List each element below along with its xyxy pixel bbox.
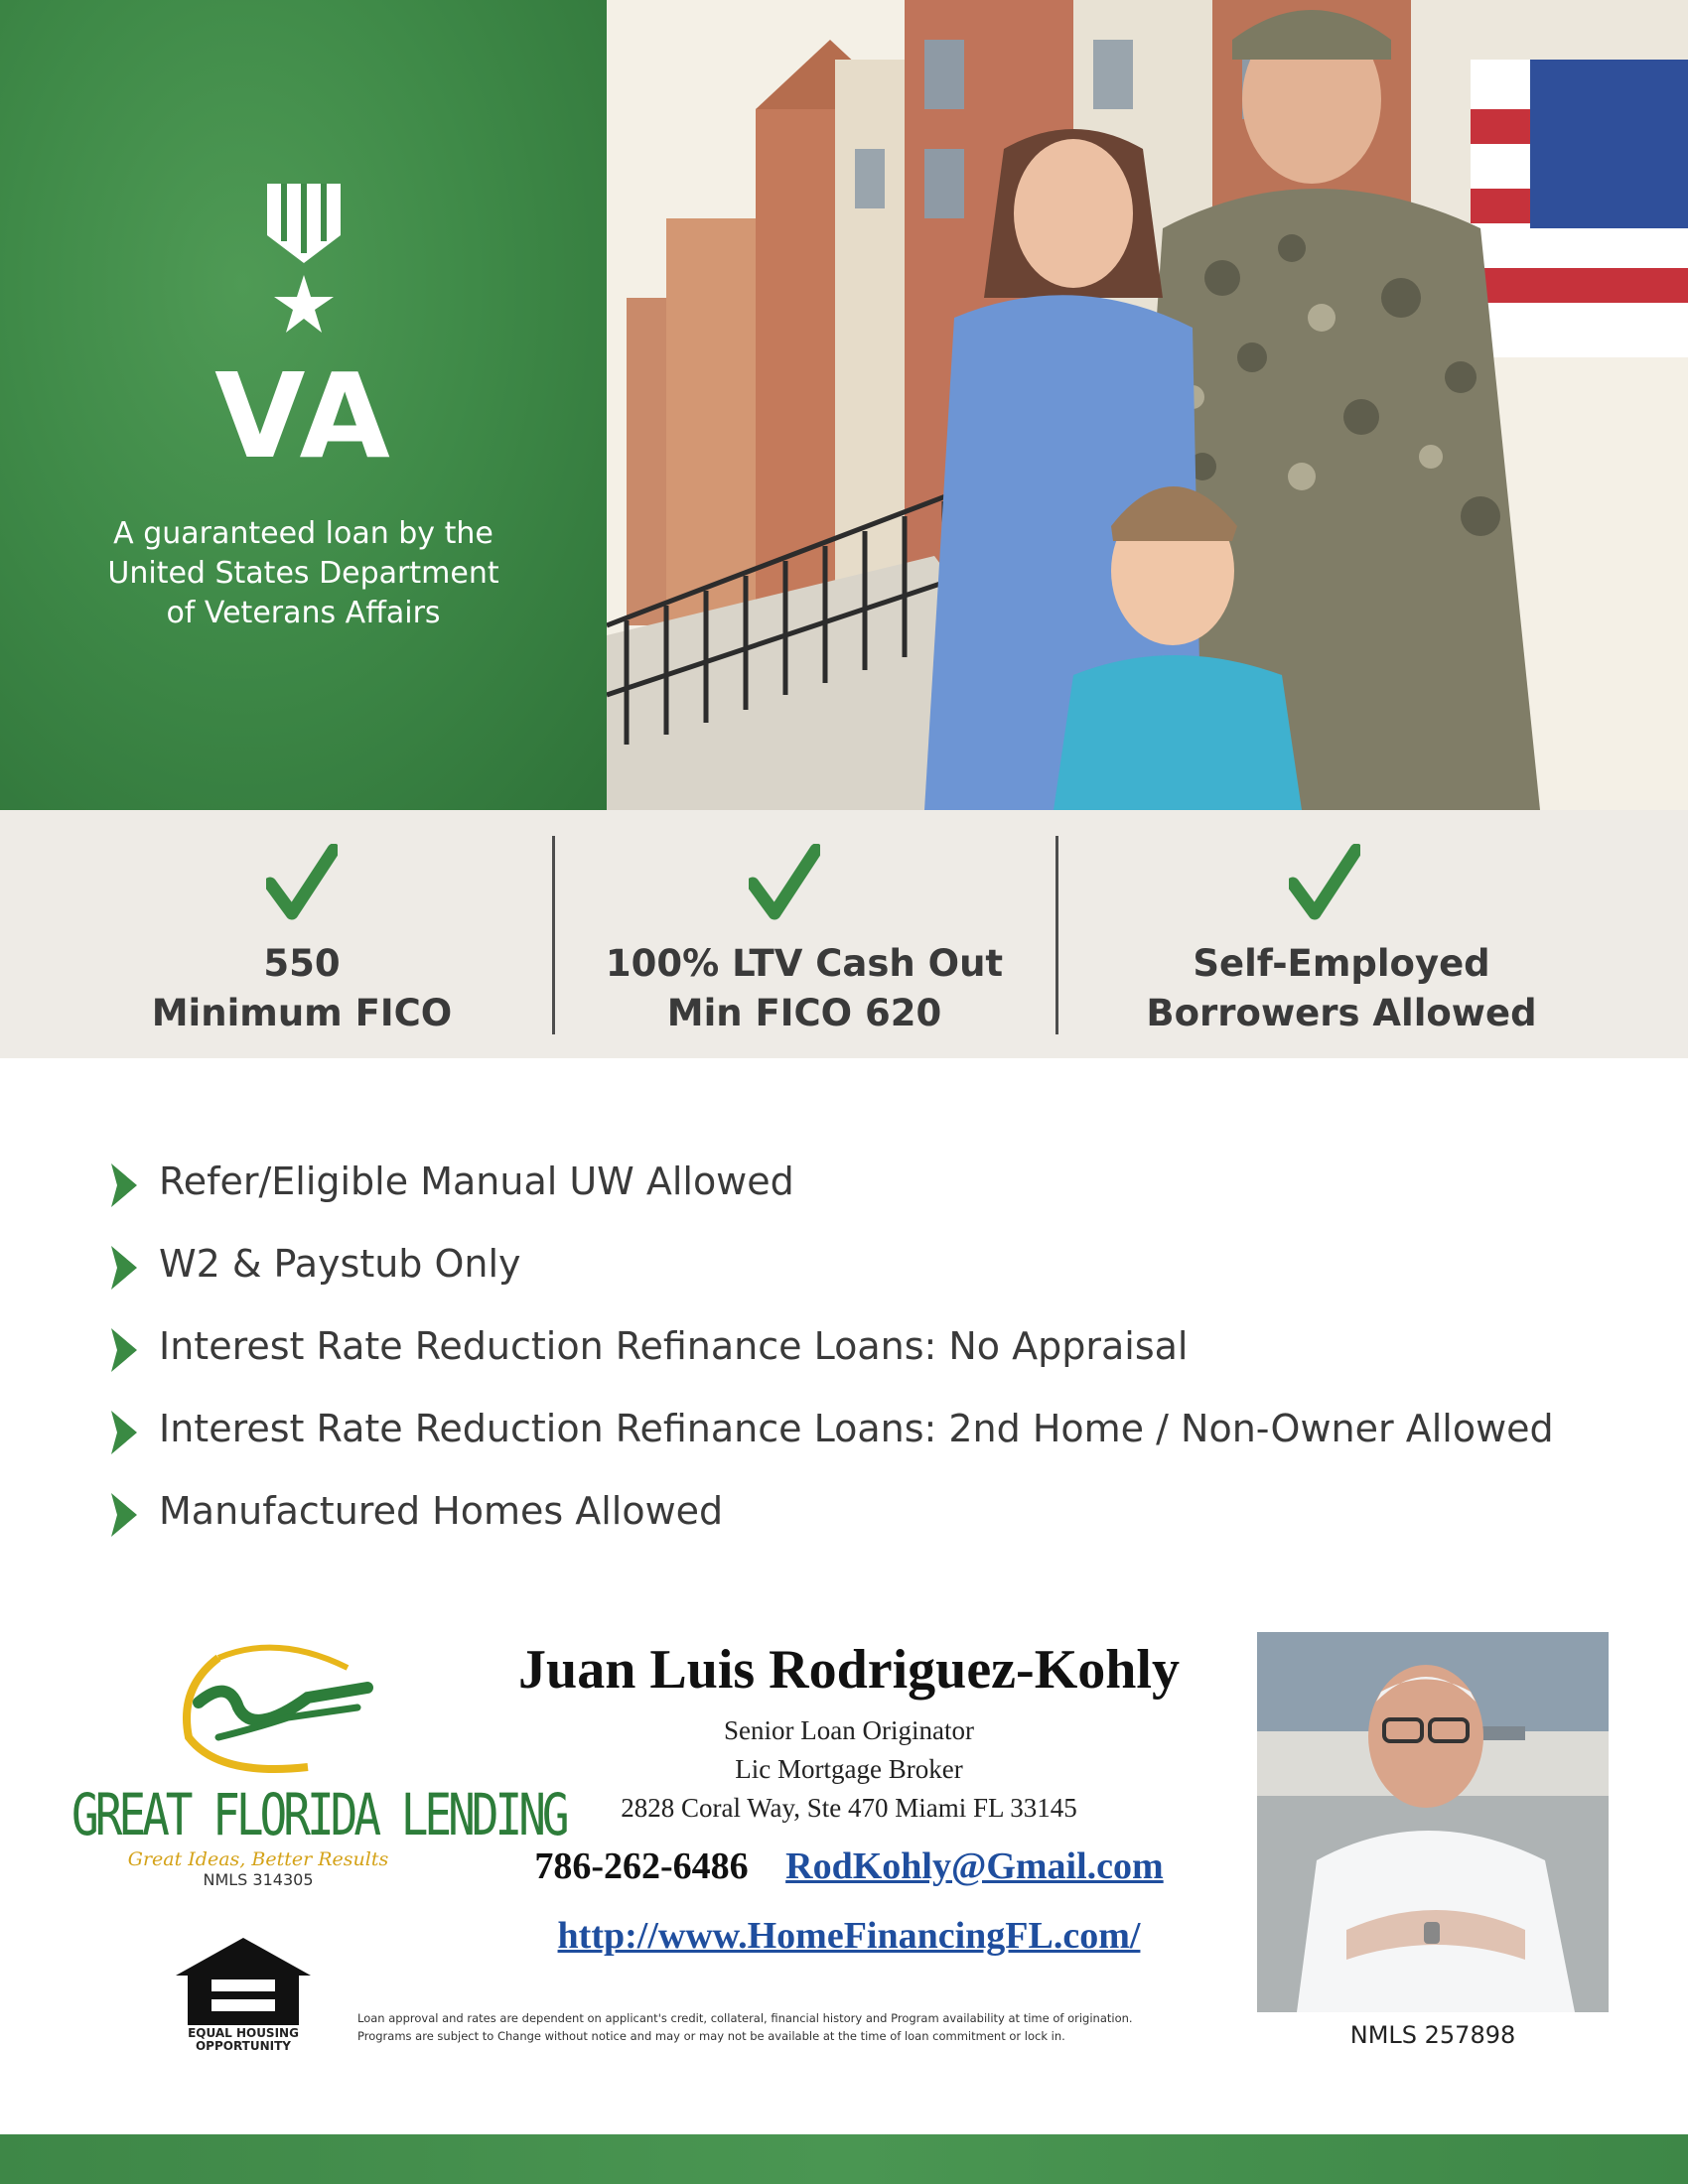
lending-logo-swoosh-icon xyxy=(159,1628,377,1787)
list-item xyxy=(109,1481,1638,1564)
company-nmls: NMLS 314305 xyxy=(203,1870,314,1889)
list-item-text: Refer/Eligible Manual UW Allowed xyxy=(159,1160,794,1203)
company-name: GREAT FLORIDA LENDING xyxy=(71,1781,566,1848)
feature-text xyxy=(0,939,604,1038)
disclaimer-line: Programs are subject to Change without notice and may or may not be available at the time of loan commitment or lock in. xyxy=(357,2029,1065,2043)
va-subtitle-line: United States Department xyxy=(107,556,499,591)
footer-green-bar xyxy=(0,2134,1688,2184)
chevron-right-icon xyxy=(109,1161,139,1209)
chevron-right-icon xyxy=(109,1409,139,1456)
disclaimer-text xyxy=(357,2009,1251,2045)
contact-block xyxy=(467,1638,1231,1961)
check-icon xyxy=(749,844,820,923)
check-icon xyxy=(266,844,338,923)
equal-housing-text xyxy=(169,2027,318,2053)
equal-housing-line: OPPORTUNITY xyxy=(195,2039,291,2053)
feature-line: 550 xyxy=(263,942,341,985)
feature-line: Self-Employed xyxy=(1193,942,1490,985)
loan-officer-portrait xyxy=(1257,1632,1609,2012)
list-item-text: Interest Rate Reduction Refinance Loans: No Appraisal xyxy=(159,1324,1189,1368)
feature-text xyxy=(1058,939,1624,1038)
disclaimer-line: Loan approval and rates are dependent on applicant's credit, collateral, financial history and Program availability at time of origination. xyxy=(357,2011,1133,2025)
list-item xyxy=(109,1152,1638,1234)
chevron-right-icon xyxy=(109,1244,139,1292)
portrait-illustration xyxy=(1257,1632,1609,2012)
website-link[interactable]: http://www.HomeFinancingFL.com/ xyxy=(557,1915,1141,1957)
phone-number[interactable]: 786-262-6486 xyxy=(534,1845,749,1887)
equal-housing-house-icon xyxy=(172,1936,315,2027)
equal-housing-logo xyxy=(169,1936,318,2055)
va-subtitle xyxy=(79,514,527,633)
office-address: 2828 Coral Way, Ste 470 Miami FL 33145 xyxy=(621,1793,1077,1823)
list-item-text: Interest Rate Reduction Refinance Loans: 2nd Home / Non-Owner Allowed xyxy=(159,1407,1554,1450)
list-item xyxy=(109,1316,1638,1399)
feature-ltv-cash-out xyxy=(556,810,1053,1058)
list-item xyxy=(109,1234,1638,1316)
feature-line: 100% LTV Cash Out xyxy=(605,942,1004,985)
loan-officer-nmls: NMLS 257898 xyxy=(1349,2021,1516,2049)
va-subtitle-line: A guaranteed loan by the xyxy=(113,516,493,551)
list-item xyxy=(109,1399,1638,1481)
hero-section xyxy=(0,0,1688,810)
chevron-right-icon xyxy=(109,1491,139,1539)
great-florida-lending-logo xyxy=(60,1628,566,1889)
feature-self-employed xyxy=(1058,810,1624,1058)
equal-housing-line: EQUAL HOUSING xyxy=(188,2026,299,2040)
loan-officer-title: Senior Loan Originator xyxy=(724,1715,974,1745)
chevron-right-icon xyxy=(109,1326,139,1374)
company-tagline: Great Ideas, Better Results xyxy=(127,1848,389,1870)
va-subtitle-line: of Veterans Affairs xyxy=(166,596,441,630)
va-title: VA xyxy=(214,347,392,484)
feature-text xyxy=(556,939,1053,1038)
feature-divider xyxy=(552,836,555,1034)
loan-officer-name: Juan Luis Rodriguez-Kohly xyxy=(518,1639,1180,1701)
medal-icon xyxy=(264,184,344,347)
phone-email-row xyxy=(467,1842,1231,1891)
feature-line: Min FICO 620 xyxy=(666,992,942,1034)
feature-min-fico xyxy=(0,810,604,1058)
loan-officer-license: Lic Mortgage Broker xyxy=(735,1754,963,1784)
features-strip xyxy=(0,810,1688,1058)
list-item-text: W2 & Paystub Only xyxy=(159,1242,521,1286)
family-photo-illustration xyxy=(607,0,1688,810)
family-photo xyxy=(607,0,1688,810)
va-green-panel xyxy=(0,0,607,810)
list-item-text: Manufactured Homes Allowed xyxy=(159,1489,724,1533)
feature-line: Minimum FICO xyxy=(151,992,453,1034)
program-bullet-list xyxy=(109,1152,1638,1564)
email-link[interactable]: RodKohly@Gmail.com xyxy=(785,1845,1164,1887)
check-icon xyxy=(1289,844,1360,923)
feature-line: Borrowers Allowed xyxy=(1146,992,1537,1034)
